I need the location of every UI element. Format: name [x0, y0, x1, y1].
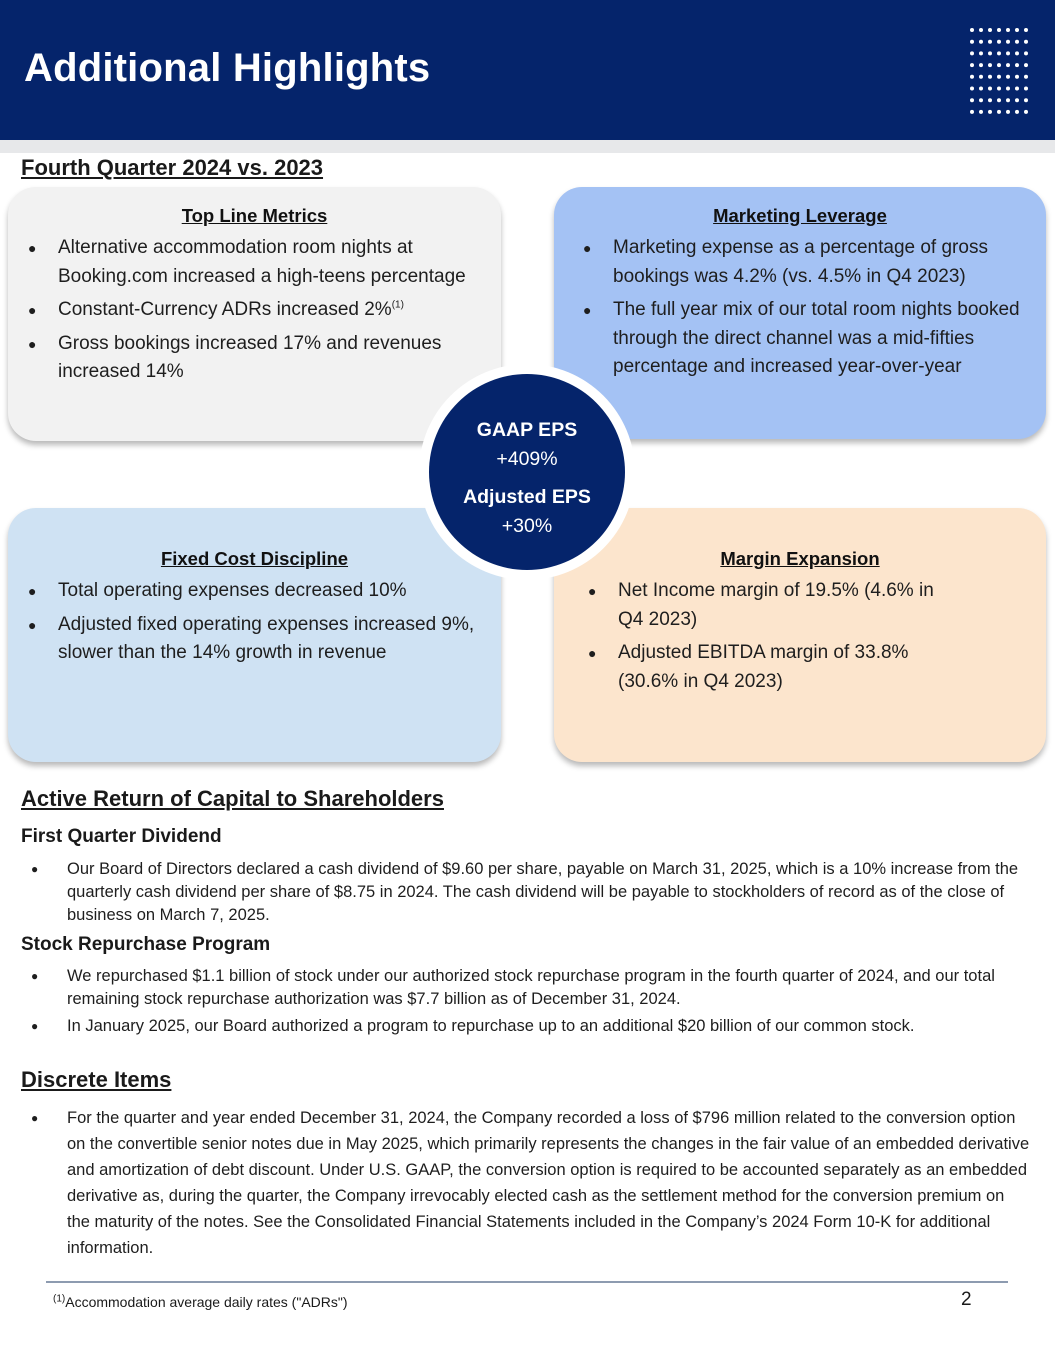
repurchase-heading: Stock Repurchase Program	[21, 934, 271, 955]
dot-grid-dot	[970, 87, 974, 91]
dot-grid-dot	[970, 51, 974, 55]
list-item: ● Total operating expenses decreased 10%	[28, 577, 478, 606]
dot-grid-dot	[997, 75, 1001, 79]
top-line-metrics-list	[28, 234, 478, 392]
dot-grid-dot	[1024, 87, 1028, 91]
list-item: ● Our Board of Directors declared a cash dividend of $9.60 per share, payable on March 31, 2025, which is a 10% increase from the quarterly cash dividend per share of $8.75 in 2024. The cash dividend will be payable to stockholders of record as of the close of business on March 7, 2025.	[21, 858, 1031, 927]
dot-grid-dot	[979, 87, 983, 91]
list-item: ● Net Income margin of 19.5% (4.6% in Q4 2023)	[588, 577, 958, 634]
dot-grid-dot	[970, 28, 974, 32]
dot-grid-dot	[1024, 75, 1028, 79]
top-line-metrics-title: Top Line Metrics	[181, 205, 328, 226]
list-item: ● The full year mix of our total room nights booked through the direct channel was a mid-fifties percentage and increased year-over-year	[583, 296, 1025, 382]
top-line-metrics-card	[8, 187, 501, 441]
dot-grid-dot	[988, 28, 992, 32]
margin-expansion-title: Margin Expansion	[720, 548, 880, 569]
dot-grid-dot	[988, 98, 992, 102]
dot-grid-dot	[1015, 75, 1019, 79]
page-number: 2	[961, 1289, 972, 1310]
dot-grid-dot	[997, 51, 1001, 55]
dot-grid-dot	[1024, 51, 1028, 55]
margin-expansion-list	[588, 577, 958, 701]
dot-grid-dot	[1015, 98, 1019, 102]
dot-grid-dot	[970, 63, 974, 67]
dot-grid-dot	[997, 28, 1001, 32]
quarter-section-heading: Fourth Quarter 2024 vs. 2023	[21, 155, 324, 180]
list-item: ● In January 2025, our Board authorized a program to repurchase up to an additional $20 billion of our common stock.	[21, 1015, 1031, 1038]
dot-grid-dot	[970, 110, 974, 114]
dot-grid-dot	[1015, 40, 1019, 44]
dot-grid-dot	[1006, 51, 1010, 55]
dot-grid-dot	[970, 75, 974, 79]
marketing-leverage-title: Marketing Leverage	[713, 205, 887, 226]
dot-grid-dot	[997, 87, 1001, 91]
list-item: ● We repurchased $1.1 billion of stock under our authorized stock repurchase program in the fourth quarter of 2024, and our total remaining stock repurchase authorization was $7.7 billion as of December 31, 2024.	[21, 965, 1031, 1011]
dot-grid-dot	[979, 63, 983, 67]
dot-grid-icon	[969, 27, 1031, 115]
list-item: ● For the quarter and year ended December 31, 2024, the Company recorded a loss of $796 million related to the conversion option on the convertible senior notes due in May 2025, which primarily represents the changes in the fair value of an embedded derivative and amortization of debt discount. Under U.S. GAAP, the conversion option is required to be accounted separately as an embedded derivative as, during the quarter, the Company irrevocably elected cash as the settlement method for the conversion premium on the maturity of the notes. See the Consolidated Financial Statements included in the Company’s 2024 Form 10-K for additional information.	[21, 1105, 1031, 1261]
footer-divider	[46, 1281, 1008, 1283]
dot-grid-dot	[988, 40, 992, 44]
marketing-leverage-card	[554, 187, 1046, 439]
fixed-cost-discipline-list	[28, 577, 478, 673]
footnote-marker: (1)	[391, 299, 404, 311]
dot-grid-dot	[1006, 28, 1010, 32]
dot-grid-dot	[1024, 110, 1028, 114]
list-item: ● Adjusted EBITDA margin of 33.8% (30.6% in Q4 2023)	[588, 639, 958, 696]
dot-grid-dot	[988, 75, 992, 79]
dot-grid-dot	[979, 98, 983, 102]
dot-grid-dot	[979, 51, 983, 55]
list-item: ● Marketing expense as a percentage of gross bookings was 4.2% (vs. 4.5% in Q4 2023)	[583, 234, 1025, 291]
capital-section-heading: Active Return of Capital to Shareholders	[21, 786, 444, 811]
dot-grid-dot	[1015, 87, 1019, 91]
page-title: Additional Highlights	[24, 46, 431, 90]
list-item-text: Constant-Currency ADRs increased 2%	[58, 299, 392, 320]
dot-grid-dot	[1024, 40, 1028, 44]
dot-grid-dot	[1006, 87, 1010, 91]
eps-circle	[429, 374, 625, 570]
dot-grid-dot	[979, 40, 983, 44]
dot-grid-dot	[970, 40, 974, 44]
dot-grid-dot	[997, 110, 1001, 114]
dot-grid-dot	[997, 40, 1001, 44]
dividend-list	[21, 858, 1031, 931]
list-item: ● Alternative accommodation room nights at Booking.com increased a high-teens percentage	[28, 234, 478, 291]
dot-grid-dot	[988, 110, 992, 114]
dot-grid-dot	[1015, 110, 1019, 114]
dot-grid-dot	[1006, 110, 1010, 114]
list-item	[28, 296, 478, 325]
dot-grid-dot	[1015, 28, 1019, 32]
footnote-text: Accommodation average daily rates ("ADRs")	[65, 1294, 348, 1310]
fixed-cost-discipline-title: Fixed Cost Discipline	[160, 548, 349, 569]
dot-grid-dot	[988, 87, 992, 91]
dot-grid-dot	[997, 63, 1001, 67]
dot-grid-dot	[1024, 98, 1028, 102]
fixed-cost-discipline-card	[8, 508, 501, 762]
dot-grid-dot	[970, 98, 974, 102]
dot-grid-dot	[1006, 63, 1010, 67]
dot-grid-dot	[988, 51, 992, 55]
dot-grid-dot	[1024, 28, 1028, 32]
dot-grid-dot	[1006, 75, 1010, 79]
marketing-leverage-list	[583, 234, 1025, 387]
footnote-marker: (1)	[53, 1293, 66, 1305]
list-item: ● Gross bookings increased 17% and revenues increased 14%	[28, 330, 478, 387]
list-item: ● Adjusted fixed operating expenses increased 9%, slower than the 14% growth in revenue	[28, 611, 478, 668]
dot-grid-dot	[988, 63, 992, 67]
dot-grid-dot	[979, 28, 983, 32]
dot-grid-dot	[1015, 63, 1019, 67]
gaap-eps-value: +409%	[496, 448, 558, 470]
discrete-section-heading: Discrete Items	[21, 1067, 172, 1092]
discrete-list	[21, 1105, 1031, 1265]
dot-grid-dot	[1006, 98, 1010, 102]
dot-grid-dot	[1006, 40, 1010, 44]
gaap-eps-label: GAAP EPS	[476, 419, 578, 441]
adjusted-eps-label: Adjusted EPS	[463, 486, 591, 508]
repurchase-list	[21, 965, 1031, 1042]
dot-grid-dot	[979, 75, 983, 79]
dot-grid-dot	[1024, 63, 1028, 67]
dot-grid-dot	[979, 110, 983, 114]
dot-grid-dot	[997, 98, 1001, 102]
footnote	[53, 1294, 348, 1310]
dividend-heading: First Quarter Dividend	[21, 826, 222, 847]
margin-expansion-card	[554, 508, 1046, 762]
adjusted-eps-value: +30%	[501, 515, 553, 537]
header-divider	[0, 140, 1055, 153]
dot-grid-dot	[1015, 51, 1019, 55]
